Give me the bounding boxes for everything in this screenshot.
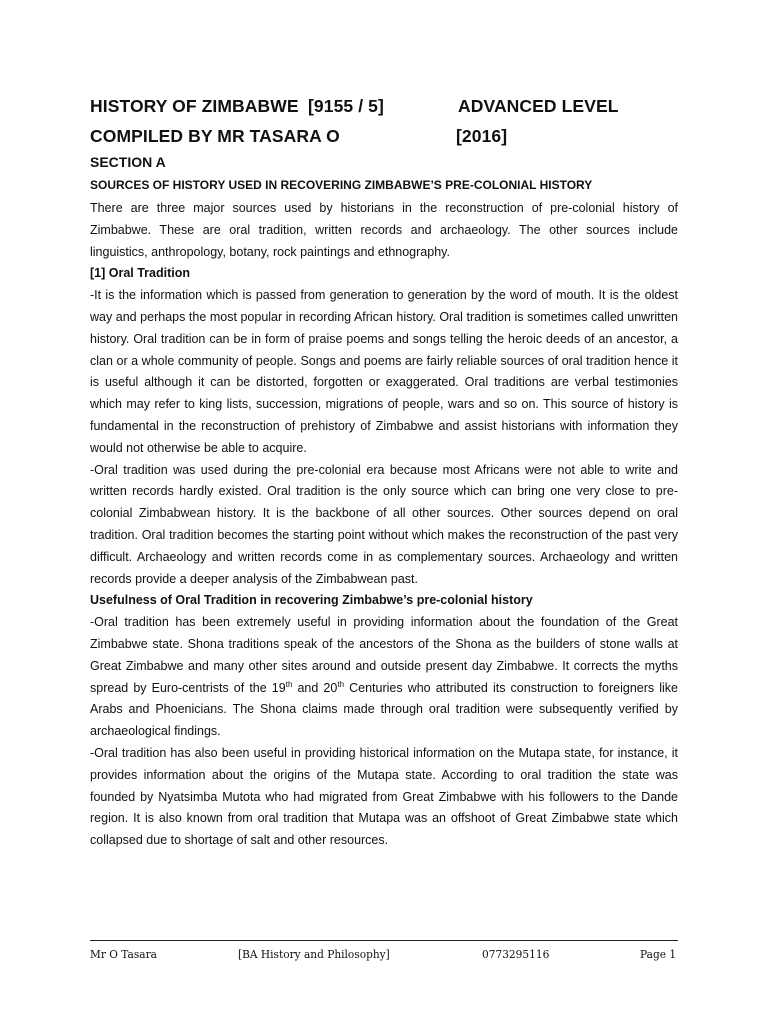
section-subtitle: SOURCES OF HISTORY USED IN RECOVERING ZIMBABWE’S PRE-COLONIAL HISTORY	[90, 178, 593, 192]
heading-usefulness: Usefulness of Oral Tradition in recovering Zimbabwe’s pre-colonial history	[90, 593, 533, 608]
paragraph-intro: There are three major sources used by historians in the reconstruction of pre-colonial history of Zimbabwe. These are oral tradition, written records and archaeology. The other sources include linguistics, anthropology, botany, rock paintings and ethnography.	[90, 201, 678, 259]
footer-author: Mr O Tasara	[90, 947, 157, 961]
paragraph-text: and 20	[292, 680, 338, 695]
paragraph-text: Centuries who attributed its construction to foreigners like Arabs and Phoenicians. The Shona claims made through oral tradition were subsequently verified by archaeological findings.	[90, 680, 678, 739]
paragraph-text: -Oral tradition has been extremely useful in providing information about the foundation of the Great Zimbabwe state. Shona traditions speak of the ancestors of the Shona as the builders of stone walls at Great Zimbabwe and many other sites around and outside present day Zimbabwe. It corrects the myths spread by Euro-centrists of the 19	[90, 615, 678, 695]
section-heading: SECTION A	[90, 154, 166, 170]
doc-title: HISTORY OF ZIMBABWE	[90, 96, 299, 116]
footer-page-number: Page 1	[640, 947, 677, 961]
superscript: th	[337, 679, 345, 689]
footer-phone: 0773295116	[482, 947, 550, 961]
subject-code: [9155 / 5]	[308, 96, 384, 116]
page-footer	[90, 940, 678, 981]
footer-degree: [BA History and Philosophy]	[238, 947, 390, 961]
paragraph-oral-definition: -It is the information which is passed from generation to generation by the word of mouth. It is the oldest way and perhaps the most popular in recording African history. Oral tradition is sometimes called unwritten history. Oral tradition can be in form of praise poems and songs telling the heroic deeds of an ancestor, a clan or a whole community of people. Songs and poems are fairly reliable sources of oral tradition hence it is useful although it can be distorted, forgotten or exaggerated. Oral traditions are verbal testimonies which may refer to king lists, succession, migrations of people, wars and so on. This source of history is fundamental in the reconstruction of prehistory of Zimbabwe and assist historians with information they would not otherwise be able to acquire.	[90, 288, 678, 455]
year-label: [2016]	[456, 126, 508, 146]
compiled-by: COMPILED BY MR TASARA O	[90, 126, 340, 146]
superscript: th	[285, 679, 293, 689]
paragraph-mutapa: -Oral tradition has also been useful in providing historical information on the Mutapa state, for instance, it provides information about the origins of the Mutapa state. According to oral tradition the state was founded by Nyatsimba Mutota who had migrated from Great Zimbabwe with his followers to the Dande region. It is also known from oral tradition that Mutapa was an offshoot of Great Zimbabwe state which collapsed due to shortage of salt and other resources.	[90, 745, 678, 848]
paragraph-oral-precolonial: -Oral tradition was used during the pre-colonial era because most Africans were not able to write and written records hardly existed. Oral tradition is the only source which can bring one very close to pre-colonial Zimbabwean history. It is the backbone of all other sources. Other sources depend on oral tradition. Oral tradition becomes the starting point without which makes the reconstruction of the past very difficult. Archaeology and written records come in as complementary sources. Archaeology and written records provide a deeper analysis of the Zimbabwean past.	[90, 462, 678, 586]
body-text	[90, 198, 678, 852]
heading-oral-tradition: [1] Oral Tradition	[90, 266, 191, 281]
paragraph-great-zimbabwe	[90, 612, 678, 743]
level-label: ADVANCED LEVEL	[458, 96, 619, 116]
